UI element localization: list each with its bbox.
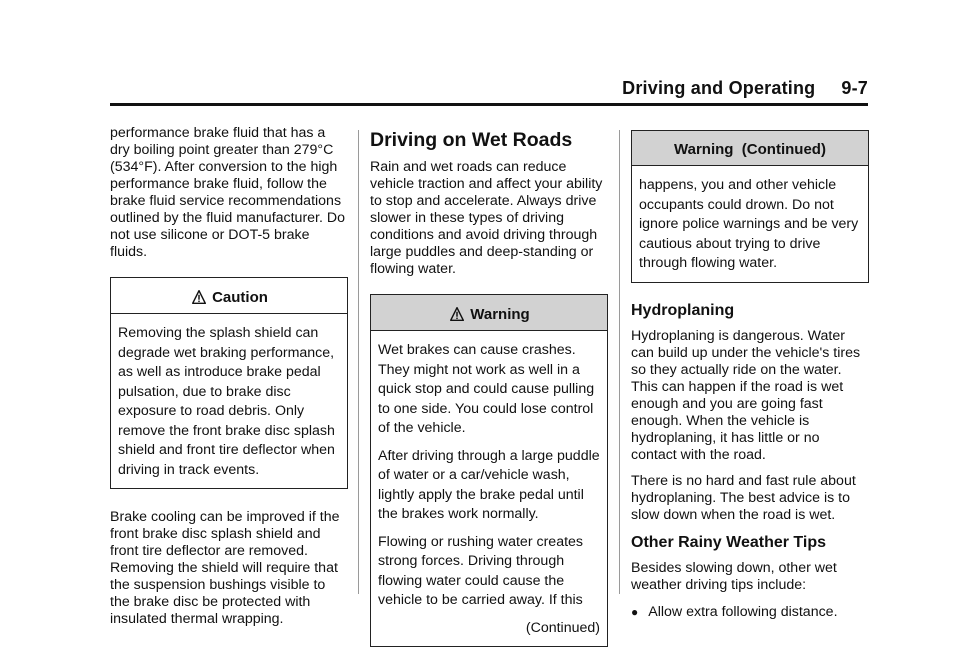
list-item <box>631 604 869 621</box>
warning-paragraph: Flowing or rushing water creates strong forces. Driving through flowing water could cause the vehicle to be carried away. If this <box>378 533 584 608</box>
warning-continued-text: happens, you and other vehicle occupants could drown. Do not ignore police warnings and be very cautious about trying to drive through flowing water. <box>639 177 859 271</box>
caution-header <box>111 278 347 314</box>
section-name: Driving and Operating <box>622 78 816 98</box>
continued-label: (Continued) <box>525 619 600 636</box>
rainy-tips-title: Other Rainy Weather Tips <box>631 533 827 551</box>
page-header <box>622 78 868 99</box>
paragraph-hydroplaning-1: Hydroplaning is dangerous. Water can build up under the vehicle's tires so they actually ride on the water. This can happen if the road is wet enough and you are going fast enough. When the vehicle is hydroplaning, it has little or no contact with the road. <box>631 327 861 463</box>
page-number: 9-7 <box>841 78 868 98</box>
warning-icon <box>448 305 466 323</box>
caution-box <box>110 277 348 489</box>
rainy-tips-list <box>631 604 869 621</box>
warning-title: Warning <box>470 305 530 323</box>
warning-continued-title: Warning (Continued) <box>674 141 826 158</box>
warning-icon <box>190 288 208 306</box>
warning-body <box>371 331 607 646</box>
warning-box <box>370 294 608 647</box>
paragraph-hydroplaning-2: There is no hard and fast rule about hydroplaning. The best advice is to slow down when the road is wet. <box>631 472 856 523</box>
warning-paragraph: Wet brakes can cause crashes. They might not work as well in a quick stop and could cause pulling to one side. You could lose control of the vehicle. <box>378 342 595 436</box>
caution-text: Removing the splash shield can degrade wet braking performance, as well as introduce brake pedal pulsation, due to brake disc exposure to road debris. Only remove the front brake disc splash shield and front tire deflector when driving in track events. <box>118 325 335 478</box>
caution-body <box>111 314 347 488</box>
warning-continued-box <box>631 130 869 283</box>
column-2 <box>370 125 608 659</box>
warning-continued-header <box>632 131 868 166</box>
column-3 <box>631 125 869 621</box>
header-rule <box>110 103 868 106</box>
list-item-text: Allow extra following distance. <box>648 603 838 620</box>
bullet-icon: ● <box>631 604 639 619</box>
column-divider <box>358 130 359 594</box>
section-title: Driving on Wet Roads <box>370 129 573 151</box>
hydroplaning-title: Hydroplaning <box>631 301 735 319</box>
paragraph-wet-roads: Rain and wet roads can reduce vehicle traction and affect your ability to stop and accelerate. Always drive slower in these types of driving conditions and avoid driving through large puddles and deep-standing or flowing water. <box>370 159 603 277</box>
caution-title: Caution <box>212 288 268 306</box>
paragraph-brake-cooling: Brake cooling can be improved if the front brake disc splash shield and front tire deflector are removed. Removing the shield will require that the suspension bushings visible to the brake disc be protected with insulated thermal wrapping. <box>110 509 340 627</box>
warning-header <box>371 295 607 331</box>
warning-continued-body <box>632 166 868 282</box>
paragraph-rainy-intro: Besides slowing down, other wet weather driving tips include: <box>631 559 837 593</box>
paragraph-brake-fluid: performance brake fluid that has a dry boiling point greater than 279°C (534°F). After conversion to the high performance brake fluid, follow the brake fluid service recommendations outlined by the fluid manufacturer. Do not use silicone or DOT-5 brake fluids. <box>110 125 346 260</box>
column-divider <box>619 130 620 594</box>
warning-paragraph: After driving through a large puddle of water or a car/vehicle wash, lightly apply the brake pedal until the brakes work normally. <box>378 447 600 522</box>
column-1 <box>110 125 348 637</box>
